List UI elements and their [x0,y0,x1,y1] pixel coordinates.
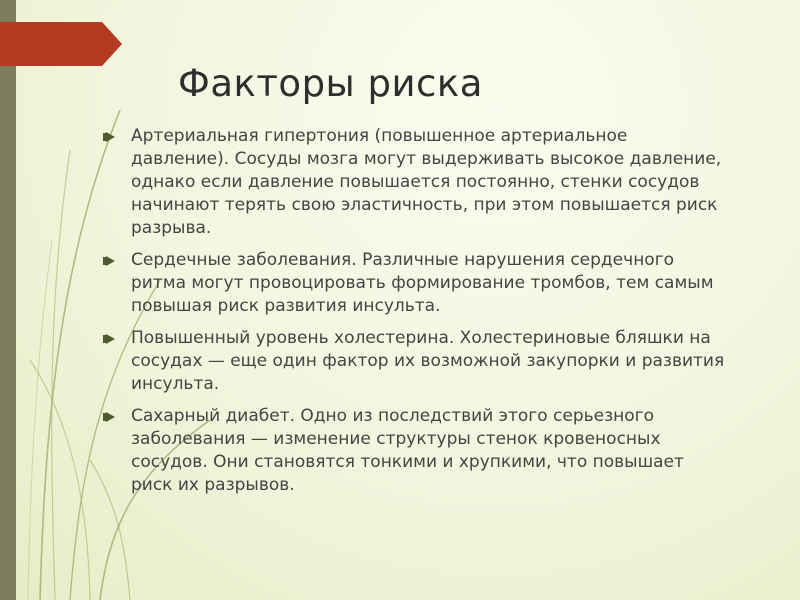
bullet-item [106,249,726,318]
bullet-text: Артериальная гипертония (повышенное артериальное давление). Сосуды мозга могут выдерживать высокое давление, однако если давление повышается постоянно, стенки сосудов начинают терять свою эластичность, при этом повышается риск разрыва. [131,126,722,238]
arrow-bullet-icon [106,132,115,142]
bullet-text: Сахарный диабет. Одно из последствий этого серьезного заболевания — изменение структуры стенок кровеносных сосудов. Они становятся тонкими и хрупкими, что повышает риск их разрывов. [131,406,684,495]
arrow-bullet-icon [106,412,115,422]
bullet-text: Сердечные заболевания. Различные нарушения сердечного ритма могут провоцировать формирование тромбов, тем самым повышая риск развития инсульта. [131,250,714,316]
title-arrow-banner [0,0,130,90]
bullet-item [106,327,726,396]
bullet-text: Повышенный уровень холестерина. Холестериновые бляшки на сосудах — еще один фактор их возможной закупорки и развития инсульта. [131,328,725,394]
slide-title: Факторы риска [178,62,483,105]
bullet-item [106,125,726,240]
bullet-item [106,405,726,497]
arrow-bullet-icon [106,256,115,266]
arrow-bullet-icon [106,334,115,344]
bullet-list [106,125,726,506]
